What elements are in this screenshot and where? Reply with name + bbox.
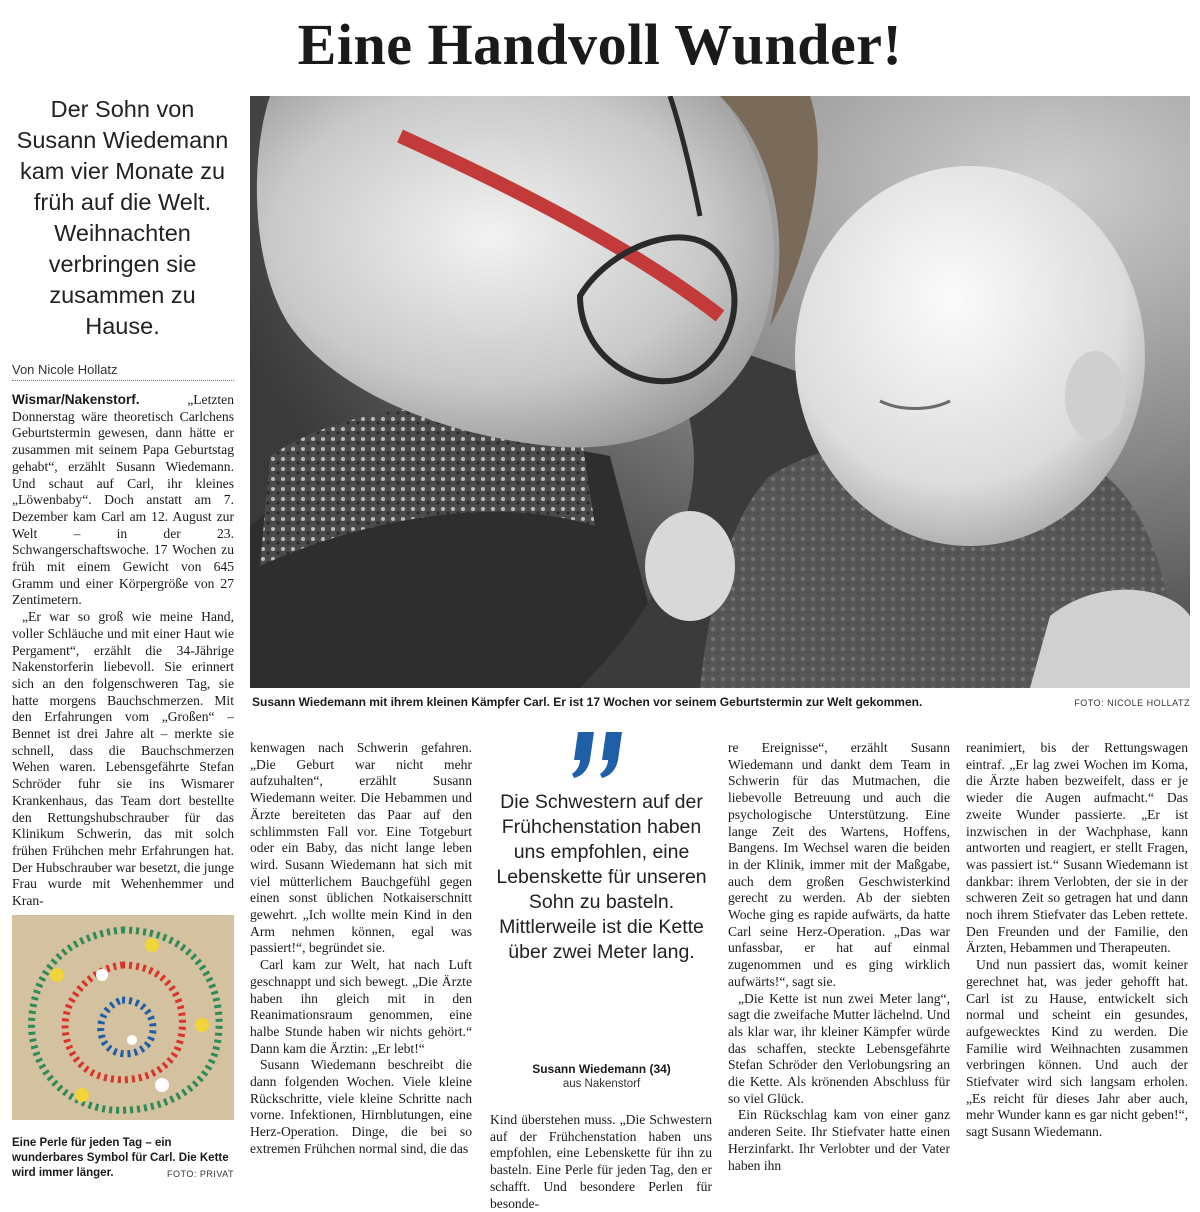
paragraph: Ein Rückschlag kam von einer ganz anderen Seite. Ihr Stiefvater hatte einen Herzinfarkt. Ihr Verlobter und der Vater haben ihn: [728, 1107, 950, 1173]
headline: Eine Handvoll Wunder!: [297, 12, 903, 77]
paragraph: „Letzten Donnerstag wäre theoretisch Carlchens Geburtstermin gewesen, dann hätte er zusammen mit seinem Papa Geburtstag gehabt“, erzählt Susann Wiedemann. Und schaut auf Carl, ihr kleines „Löwenbaby“. Doch anstatt am 7. Dezember kam Carl am 12. August zur Welt – in der 23. Schwangerschaftswoche. 17 Wochen zu früh mit einem Gewicht von 645 Gramm und einer Körpergröße von 27 Zentimetern.: [12, 392, 234, 608]
quote-mark-icon: [570, 730, 630, 780]
paragraph: reanimiert, bis der Rettungswagen eintraf. „Er lag zwei Wochen im Koma, die Ärzte haben bezweifelt, dass er je wieder die Augen aufmacht.“ Das zweite Wunder passierte. „Er ist inzwischen in der Wachphase, kann antworten und reagiert, er stellt Fragen, was passiert ist.“ Susann Wiedemann ist dankbar: ihrem Verlobten, der sie in der schweren Zeit so getragen hat und dann noch ihrem Stiefvater das Leben rettete. Den Freunden und der Familie, den Ärzten, Hebammen und Therapeuten.: [966, 740, 1188, 956]
main-photo-credit: FOTO: NICOLE HOLLATZ: [1074, 698, 1190, 708]
quote-place: aus Nakenstorf: [562, 1078, 641, 1090]
dateline: Wismar/Nakenstorf.: [12, 392, 140, 407]
paragraph: re Ereignisse“, erzählt Susann Wiedemann und dankt dem Team in Schwerin für das Mutmachen, die liebevolle Betreuung und auch die psychologische Unterstützung. Eine lange Zeit des Wartens, Hoffens, Bangens. Im Wechsel waren die beiden in der Klinik, immer mit der Maßgabe, auch dem großen Geschwisterkind gerecht zu werden. Ab der siebten Woche ging es rapide aufwärts, da hatte Carl seine Herz-Operation. „Das war unfassbar, er hat auf einmal zugenommen und es ging wirklich aufwärts!“, sagt sie.: [728, 740, 950, 989]
paragraph: Susann Wiedemann beschreibt die dann folgenden Wochen. Viele kleine Rückschritte, viele kleine Schritte nach vorne. Infektionen, Hirnblutungen, eine Herz-Operation. Dinge, die bei so extremen Frühchen normal sind, die das: [250, 1057, 472, 1156]
paragraph: „Er war so groß wie meine Hand, voller Schläuche und mit einer Haut wie Pergament“, erzählt die 34-Jährige Nakenstorferin liebevoll. Sie erinnert sich an den folgenschweren Tag, sie hatte morgens Bauchschmerzen. Mit den Erfahrungen vom „Großen“ – Bennet ist drei Jahre alt – merkte sie schnell, dass die Bauchschmerzen Wehen waren. Lebensgefährte Stefan Schröder fuhr sie ins Wismarer Krankenhaus, das Team dort bestellte den Rettungshubschrauber für das Klinikum Schwerin, das mit solch frühen Frühchen mehr Erfahrungen hat. Der Hubschrauber war besetzt, die junge Frau wurde mit Wehenhemmer und Kran-: [12, 609, 234, 909]
pull-quote: Die Schwestern auf der Frühchenstation haben uns empfohlen, eine Lebenskette für unseren Sohn zu basteln. Mittlerweile ist die Kette über zwei Meter lang.: [496, 791, 707, 963]
paragraph: „Die Kette ist nun zwei Meter lang“, sagt die zweifache Mutter lächelnd. Und als klar war, ihr kleiner Kämpfer würde das schaffen, steckte Lebensgefährte Stefan Schröder den Verlobungsring an die Kette. Als krönenden Abschluss für so viel Glück.: [728, 990, 950, 1106]
teaser: Der Sohn von Susann Wiedemann kam vier Monate zu früh auf die Welt. Weihnachten verbringen sie zusammen zu Hause.: [16, 96, 229, 339]
article-column-4: [728, 740, 950, 1174]
article-column-2: [250, 740, 472, 1158]
article-column-3: [490, 1112, 712, 1212]
bead-chain-caption: [12, 1136, 234, 1182]
paragraph: Carl kam zur Welt, hat nach Luft geschnappt und sich bewegt. „Die Ärzte haben ihn gleich mit in den Reanimationsraum genommen, eine halbe Stunde haben wir nichts gehört.“ Dann kam die Ärztin: „Er lebt!“: [250, 957, 472, 1056]
main-photo-caption: Susann Wiedemann mit ihrem kleinen Kämpfer Carl. Er ist 17 Wochen vor seinem Geburtstermin zur Welt gekommen.: [252, 695, 923, 709]
quote-author: Susann Wiedemann (34): [532, 1062, 671, 1076]
byline: Von Nicole Hollatz: [12, 362, 234, 381]
main-photo: [250, 96, 1190, 688]
paragraph: Kind überstehen muss. „Die Schwestern auf der Frühchenstation haben uns empfohlen, eine Lebenskette für ihn zu basteln. Eine Perle für jeden Tag, den er schafft. Und besondere Perlen für besonde-: [490, 1112, 712, 1211]
article-column-1: [12, 392, 234, 910]
bead-chain-caption-text: Eine Perle für jeden Tag – ein wunderbares Symbol für Carl. Die Kette wird immer länger.: [12, 1137, 229, 1179]
article-column-5: [966, 740, 1188, 1141]
bead-chain-credit: FOTO: PRIVAT: [166, 1169, 234, 1179]
paragraph: kenwagen nach Schwerin gefahren. „Die Geburt war nicht mehr aufzuhalten“, erzählt Susann Wiedemann weiter. Die Hebammen und Ärzte bereiteten das Paar auf den schlimmsten Fall vor. Eine Totgeburt oder ein Baby, das nicht lange leben wird. Susann Wiedemann hat sich mit viel mütterlichem Bauchgefühl gegen einen sonst üblichen Notkaiserschnitt gewehrt. „Ich wollte mein Kind in den Arm nehmen können, egal was passiert!“, begründet sie.: [250, 740, 472, 956]
bead-chain-photo: [12, 915, 234, 1120]
paragraph: Und nun passiert das, womit keiner gerechnet hat, was jeder gehofft hat. Carl ist zu Hause, entwickelt sich normal und scheint ein gesundes, aufgewecktes Kind zu werden. Die Familie wird Weihnachten zusammen verbringen können. Und auch der Stiefvater wird sich langsam erholen. „Es reicht für dieses Jahr aber auch, mehr Wunder kann es gar nicht geben!“, sagt Susann Wiedemann.: [966, 957, 1188, 1140]
